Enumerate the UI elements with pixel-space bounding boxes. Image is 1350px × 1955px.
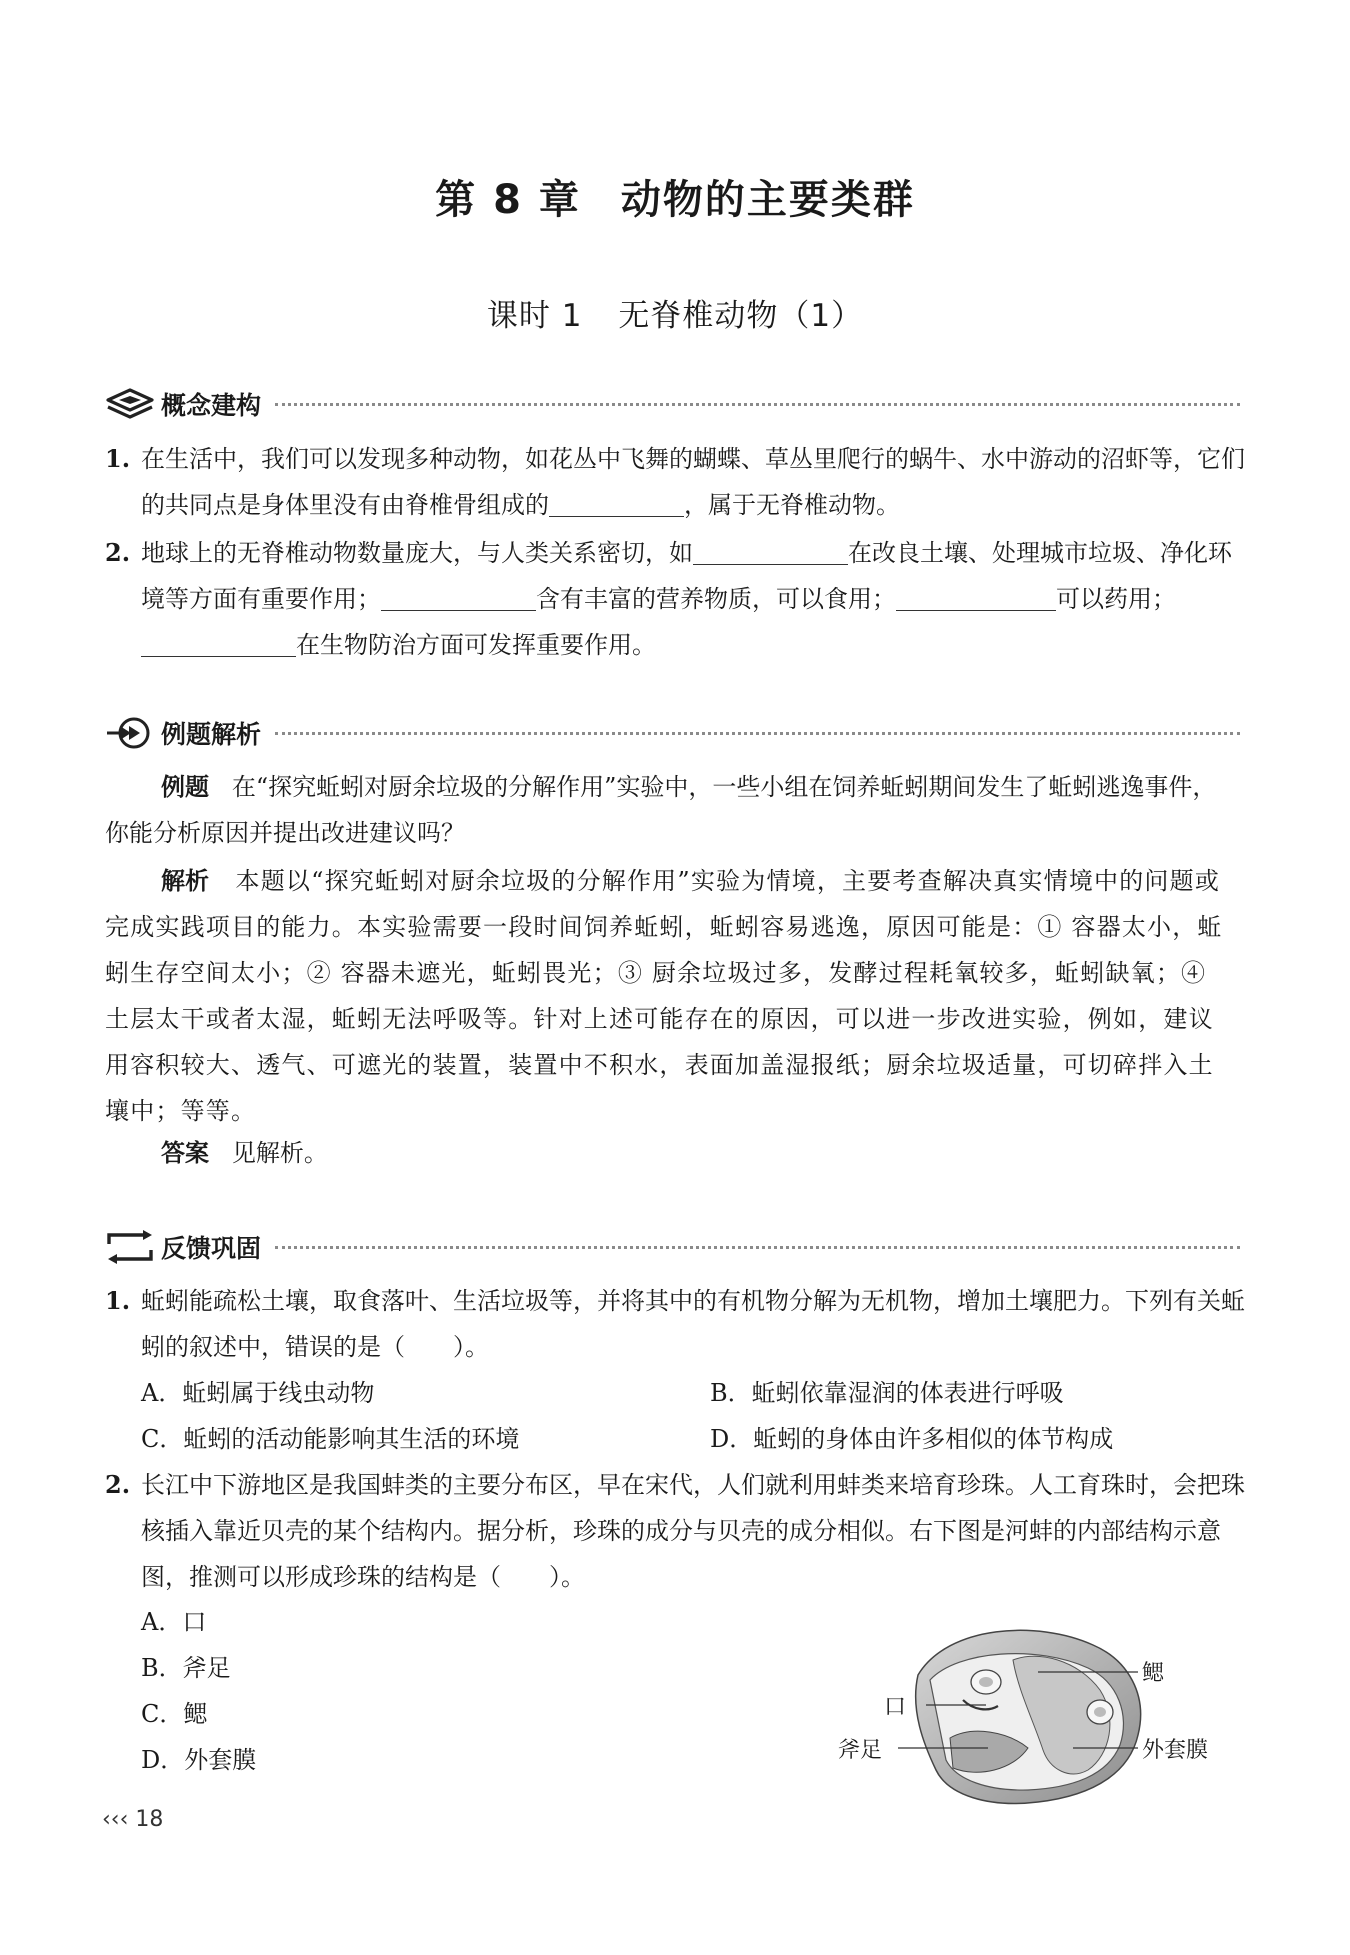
answer-blank[interactable]	[549, 488, 684, 517]
question-text: 可以药用；	[1056, 585, 1176, 613]
answer-blank[interactable]	[896, 582, 1056, 611]
question-stem: ）。	[453, 1333, 489, 1361]
option-d[interactable]: D．外套膜	[141, 1746, 257, 1774]
section-title: 例题解析	[161, 720, 262, 749]
feedback-question-2	[105, 1462, 1245, 1600]
section-heading-example	[105, 716, 1240, 750]
example-text: 在“探究蚯蚓对厨余垃圾的分解作用”实验中，一些小组在饲养蚯蚓期间发生了蚯蚓逃逸事件，你能分析原因并提出改进建议吗？	[105, 773, 1217, 847]
chapter-name: 动物的主要类群	[620, 177, 915, 223]
lesson-name: 无脊椎动物（1）	[618, 298, 864, 334]
question-text: 地球上的无脊椎动物数量庞大，与人类关系密切，如	[141, 539, 693, 567]
section-heading-concept	[105, 387, 1240, 421]
dotted-divider	[275, 1246, 1240, 1249]
question-text: 含有丰富的营养物质，可以食用；	[536, 585, 896, 613]
option-d[interactable]: D．蚯蚓的身体由许多相似的体节构成	[710, 1425, 1114, 1453]
section-title: 反馈巩固	[161, 1234, 262, 1263]
fast-forward-icon	[105, 716, 155, 750]
mussel-diagram	[838, 1620, 1209, 1810]
example-analysis	[105, 858, 1235, 1134]
chapter-number: 第 8 章	[435, 177, 581, 223]
question-stem: 长江中下游地区是我国蚌类的主要分布区，早在宋代，人们就利用蚌类来培育珍珠。人工育珠时，会把珠核插入靠近贝壳的某个结构内。据分析，珍珠的成分与贝壳的成分相似。右下图是河蚌的内部结构示意图，推测可以形成珍珠的结构是（	[141, 1471, 1245, 1591]
label-mantle: 外套膜	[1142, 1738, 1209, 1763]
question-number: 1.	[105, 444, 131, 473]
dotted-divider	[275, 403, 1240, 406]
answer-label: 答案	[161, 1139, 209, 1167]
question-text: 在生活中，我们可以发现多种动物，如花丛中飞舞的蝴蝶、草丛里爬行的蜗牛、水中游动的沼虾等，它们的共同点是身体里没有由脊椎骨组成的	[141, 445, 1245, 519]
question-number: 2.	[105, 538, 131, 567]
question-text: 在改良土壤、处理城市垃圾、净化环境等方面有重要作用；	[141, 539, 1232, 613]
lesson-number: 课时 1	[486, 298, 583, 334]
concept-question-1	[105, 436, 1245, 528]
example-problem	[105, 764, 1235, 856]
analysis-text: 本题以“探究蚯蚓对厨余垃圾的分解作用”实验为情境，主要考查解决真实情境中的问题或完成实践项目的能力。本实验需要一段时间饲养蚯蚓，蚯蚓容易逃逸，原因可能是：① 容器太小，蚯蚓生存空间太小；② 容器未遮光，蚯蚓畏光；③ 厨余垃圾过多，发酵过程耗氧较多，蚯蚓缺氧；④ 土层太干或者太湿，蚯蚓无法呼吸等。针对上述可能存在的原因，可以进一步改进实验，例如，建议用容积较大、透气、可遮光的装置，装置中不积水，表面加盖湿报纸；厨余垃圾适量，可切碎拌入土壤中；等等。	[105, 867, 1223, 1125]
concept-question-2	[105, 530, 1245, 668]
lesson-title	[0, 290, 1350, 335]
question-number: 2.	[105, 1470, 131, 1499]
question-number: 1.	[105, 1286, 131, 1315]
answer-blank[interactable]	[693, 536, 848, 565]
dotted-divider	[275, 732, 1240, 735]
option-a[interactable]: A．蚯蚓属于线虫动物	[141, 1379, 375, 1407]
option-b[interactable]: B．斧足	[141, 1654, 231, 1682]
section-title: 概念建构	[161, 391, 262, 420]
answer-blank[interactable]	[141, 628, 296, 657]
page-number: 18	[135, 1807, 164, 1832]
option-c[interactable]: C．鳃	[141, 1700, 208, 1728]
chapter-title	[0, 168, 1350, 225]
feedback-question-1	[105, 1278, 1245, 1370]
question-text: 在生物防治方面可发挥重要作用。	[296, 631, 656, 659]
answer-text: 见解析。	[231, 1139, 328, 1167]
example-answer	[105, 1130, 1235, 1176]
example-label: 例题	[161, 773, 209, 801]
label-foot: 斧足	[838, 1738, 883, 1763]
label-mouth: 口	[884, 1695, 907, 1720]
layers-icon	[105, 387, 155, 421]
question-stem: ）。	[549, 1563, 585, 1591]
answer-blank[interactable]	[381, 582, 536, 611]
page-arrows-icon: ‹‹‹	[102, 1807, 129, 1832]
question-stem: 蚯蚓能疏松土壤，取食落叶、生活垃圾等，并将其中的有机物分解为无机物，增加土壤肥力。下列有关蚯蚓的叙述中，错误的是（	[141, 1287, 1245, 1361]
page-footer	[102, 1807, 163, 1832]
label-gill: 鳃	[1142, 1661, 1165, 1686]
option-c[interactable]: C．蚯蚓的活动能影响其生活的环境	[141, 1425, 520, 1453]
section-heading-feedback	[105, 1230, 1240, 1264]
option-a[interactable]: A．口	[141, 1608, 207, 1636]
question-text: ，属于无脊椎动物。	[684, 491, 900, 519]
refresh-icon	[105, 1230, 155, 1264]
analysis-label: 解析	[161, 867, 209, 895]
option-b[interactable]: B．蚯蚓依靠湿润的体表进行呼吸	[710, 1379, 1064, 1407]
